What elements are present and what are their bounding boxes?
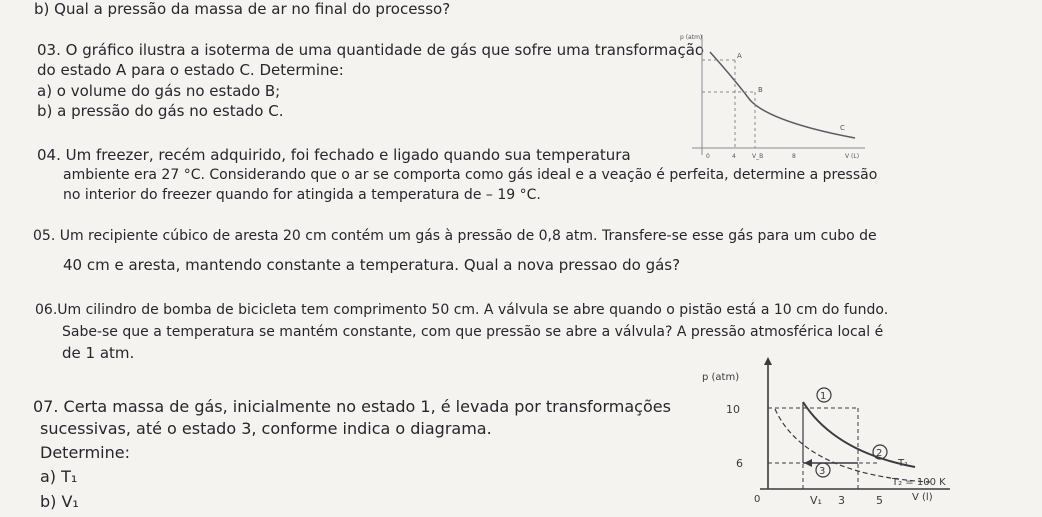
q07-diagram-ytick-6: 6	[736, 457, 743, 470]
q07-item-b: b) V₁	[40, 492, 79, 511]
q07-diagram-state-2: 2	[876, 448, 883, 459]
q06-line-3: de 1 atm.	[62, 344, 135, 362]
q05-line-1: 05. Um recipiente cúbico de aresta 20 cm contém um gás à pressão de 0,8 atm. Transfere-se esse gás para um cubo de	[33, 228, 877, 244]
q02-item-b: b) Qual a pressão da massa de ar no final do processo?	[34, 0, 451, 18]
q03-graph-xtick-0: 0	[706, 153, 710, 160]
q07-diagram-state-3: 3	[819, 466, 826, 477]
q03-graph-xtick-8: 8	[792, 153, 796, 160]
q07-item-a: a) T₁	[40, 467, 78, 486]
q03-line-1: 03. O gráfico ilustra a isoterma de uma quantidade de gás que sofre uma transformação	[37, 41, 705, 59]
q07-diagram-ylabel: p (atm)	[702, 372, 740, 383]
q06-line-2: Sabe-se que a temperatura se mantém constante, com que pressão se abre a válvula? A pressão atmosférica local é	[62, 324, 884, 340]
q03-graph-xlabel: V (L)	[845, 153, 860, 160]
q03-graph-xtick-4: 4	[732, 153, 736, 160]
q04-line-1: 04. Um freezer, recém adquirido, foi fechado e ligado quando sua temperatura	[37, 146, 631, 164]
q07-diagram-iso-t2: T₂ = 100 K	[892, 477, 946, 488]
q07-diagram-xlabel: V (l)	[912, 492, 933, 503]
q03-graph-point-c: C	[840, 124, 845, 132]
q07-diagram-xtick-5: 5	[876, 494, 883, 507]
q07-diagram-state-1: 1	[820, 391, 827, 402]
q07-line-2: sucessivas, até o estado 3, conforme indica o diagrama.	[40, 419, 492, 438]
q07-line-1: 07. Certa massa de gás, inicialmente no estado 1, é levada por transformações	[33, 397, 671, 416]
q07-pv-diagram	[700, 357, 960, 517]
q07-diagram-xtick-3: 3	[838, 494, 845, 507]
q04-line-2: ambiente era 27 °C. Considerando que o ar se comporta como gás ideal e a veação é perfeita, determine a pressão	[63, 167, 878, 183]
q07-line-3: Determine:	[40, 443, 130, 462]
q03-graph-point-a: A	[737, 52, 742, 60]
q03-item-a: a) o volume do gás no estado B;	[37, 82, 281, 100]
q03-line-2: do estado A para o estado C. Determine:	[37, 61, 344, 79]
q07-diagram-iso-t1: T₁	[898, 458, 909, 469]
q07-diagram-xtick-0: 0	[754, 494, 761, 505]
q03-isotherm-graph	[680, 30, 870, 165]
q04-line-3: no interior do freezer quando for atingida a temperatura de – 19 °C.	[63, 187, 541, 203]
q07-diagram-ytick-10: 10	[726, 403, 740, 416]
q05-line-2: 40 cm e aresta, mantendo constante a temperatura. Qual a nova pressao do gás?	[63, 256, 681, 274]
q03-graph-point-b: B	[758, 86, 763, 94]
q03-item-b: b) a pressão do gás no estado C.	[37, 102, 284, 120]
q07-diagram-xtick-v1: V₁	[810, 494, 822, 507]
q03-graph-xtick-vb: V_B	[752, 153, 764, 160]
q03-graph-ylabel: p (atm)	[680, 34, 703, 41]
q06-line-1: 06.Um cilindro de bomba de bicicleta tem comprimento 50 cm. A válvula se abre quando o pistão está a 10 cm do fundo.	[35, 302, 889, 318]
